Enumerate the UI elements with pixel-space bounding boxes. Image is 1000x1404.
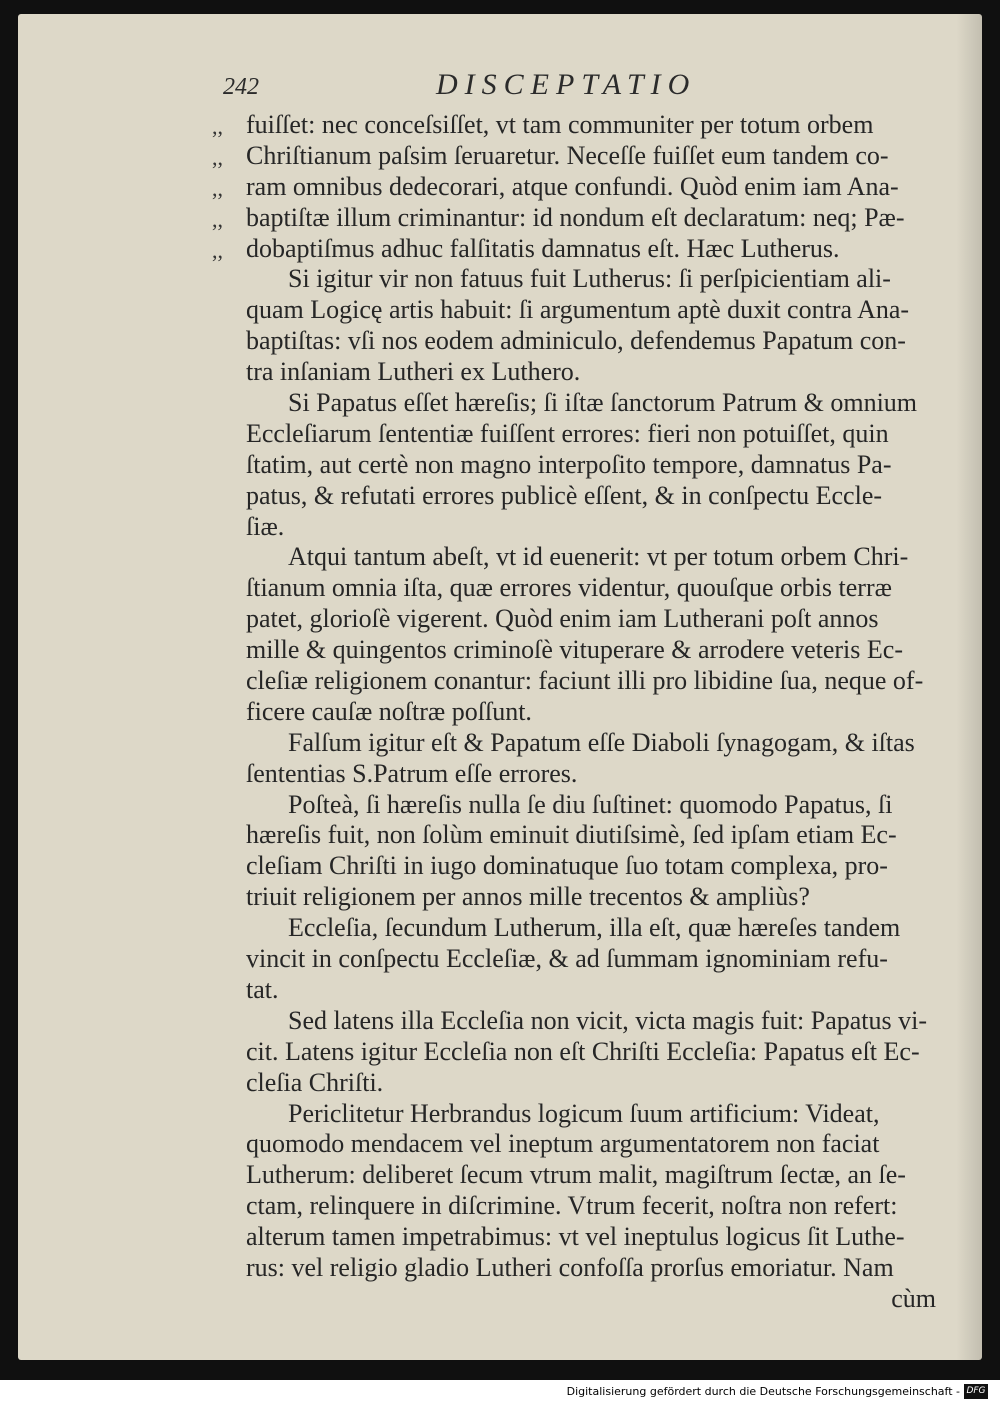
line-text: cleſiam Chriſti in iugo dominatuque ſuo totam complexa, pro- <box>246 851 888 881</box>
text-line <box>230 1068 936 1099</box>
line-text: ctam, relinquere in diſcrimine. Vtrum fecerit, noſtra non refert: <box>246 1191 898 1221</box>
line-text: alterum tamen impetrabimus: vt vel ineptulus logicus ſit Luthe- <box>246 1222 905 1252</box>
line-text: patet, glorioſè vigerent. Quòd enim iam Lutherani poſt annos <box>246 604 879 634</box>
text-line <box>212 202 936 234</box>
body-text <box>212 110 936 1315</box>
line-text: Eccleſia, ſecundum Lutherum, illa eſt, quæ hæreſes tandem <box>288 913 901 943</box>
line-text: vincit in conſpectu Eccleſiæ, & ad ſummam ignominiam refu- <box>246 944 888 974</box>
page-number: 242 <box>223 74 259 100</box>
line-text: cleſia Chriſti. <box>246 1067 384 1097</box>
book-page <box>18 14 982 1360</box>
text-line <box>230 450 936 481</box>
text-line <box>230 1191 936 1222</box>
text-line <box>230 295 936 326</box>
funding-credit: Digitalisierung gefördert durch die Deutsche Forschungsgemeinschaft - <box>566 1385 960 1398</box>
line-text: ſtianum omnia iſta, quæ errores videntur, quouſque orbis terræ <box>246 573 892 603</box>
line-text: tat. <box>246 974 279 1004</box>
text-line <box>230 264 936 295</box>
line-text: quam Logicę artis habuit: ſi argumentum aptè duxit contra Ana- <box>246 295 910 325</box>
text-line <box>230 1099 936 1130</box>
footer-bar <box>0 1380 1000 1404</box>
line-text: Si Papatus eſſet hæreſis; ſi iſtæ ſanctorum Patrum & omnium <box>288 388 918 418</box>
text-line <box>230 666 936 697</box>
text-line <box>230 944 936 975</box>
text-line <box>230 1253 936 1284</box>
line-text: ficere cauſæ noſtræ poſſunt. <box>246 696 532 726</box>
text-line <box>212 171 936 203</box>
text-line <box>212 110 936 141</box>
text-line <box>212 140 936 172</box>
text-line <box>230 820 936 851</box>
line-text: Chriſtianum paſsim ſeruaretur. Neceſſe fuiſſet eum tandem co- <box>246 140 889 170</box>
text-line <box>230 326 936 357</box>
text-line <box>230 1037 936 1068</box>
catchword: cùm <box>891 1283 936 1313</box>
text-line <box>230 1129 936 1160</box>
line-text: fuiſſet: nec conceſsiſſet, vt tam communiter per totum orbem <box>246 110 874 139</box>
text-line <box>230 635 936 666</box>
line-text: ſiæ. <box>246 511 285 541</box>
text-line <box>230 697 936 728</box>
quotation-mark: ,, <box>212 206 223 232</box>
line-text: ſtatim, aut certè non magno interpoſito tempore, damnatus Pa- <box>246 449 892 479</box>
line-text: Lutherum: deliberet ſecum vtrum malit, magiſtrum ſectæ, an ſe- <box>246 1160 906 1190</box>
line-text: dobaptiſmus adhuc falſitatis damnatus eſt. Hæc Lutherus. <box>246 233 840 263</box>
text-line <box>230 1222 936 1253</box>
text-line <box>230 913 936 944</box>
text-line <box>212 233 936 265</box>
line-text: Si igitur vir non fatuus fuit Lutherus: ſi perſpicientiam ali- <box>288 264 891 294</box>
line-text: Falſum igitur eſt & Papatum eſſe Diaboli ſynagogam, & iſtas <box>288 727 915 757</box>
line-text: cit. Latens igitur Eccleſia non eſt Chriſti Eccleſia: Papatus eſt Ec- <box>246 1036 920 1066</box>
line-text: baptiſtas: vſi nos eodem adminiculo, defendemus Papatum con- <box>246 326 906 356</box>
text-line <box>230 882 936 913</box>
text-line <box>230 851 936 882</box>
text-line <box>230 573 936 604</box>
text-line <box>230 512 936 543</box>
line-text: tra inſaniam Lutheri ex Luthero. <box>246 357 581 387</box>
line-text: triuit religionem per annos mille trecentos & ampliùs? <box>246 882 810 912</box>
line-text: mille & quingentos criminoſè vituperare & arrodere veteris Ec- <box>246 635 903 665</box>
catchword-line <box>230 1284 936 1315</box>
text-line <box>230 1006 936 1037</box>
line-text: patus, & refutati errores publicè eſſent, & in conſpectu Eccle- <box>246 480 883 510</box>
text-line <box>230 790 936 821</box>
line-text: ram omnibus dedecorari, atque confundi. Quòd enim iam Ana- <box>246 171 899 201</box>
line-text: Atqui tantum abeſt, vt id euenerit: vt per totum orbem Chri- <box>288 542 909 572</box>
text-line <box>230 604 936 635</box>
text-line <box>230 759 936 790</box>
text-line <box>230 481 936 512</box>
line-text: ſententias S.Patrum eſſe errores. <box>246 758 578 788</box>
line-text: Periclitetur Herbrandus logicum ſuum artificium: Videat, <box>288 1098 880 1128</box>
text-line <box>230 975 936 1006</box>
running-title: DISCEPTATIO <box>436 68 697 101</box>
quotation-mark: ,, <box>212 114 223 139</box>
line-text: rus: vel religio gladio Lutheri confoſſa prorſus emoriatur. Nam <box>246 1252 894 1282</box>
text-line <box>230 728 936 759</box>
quotation-mark: ,, <box>212 144 223 170</box>
line-text: quomodo mendacem vel ineptum argumentatorem non faciat <box>246 1129 880 1159</box>
page-header <box>18 68 982 108</box>
dfg-logo: DFG <box>964 1384 988 1399</box>
line-text: hæreſis fuit, non ſolùm eminuit diutiſsimè, ſed ipſam etiam Ec- <box>246 820 897 850</box>
line-text: Poſteà, ſi hæreſis nulla ſe diu ſuſtinet: quomodo Papatus, ſi <box>288 789 893 819</box>
quotation-mark: ,, <box>212 175 223 201</box>
text-line <box>230 419 936 450</box>
quotation-mark: ,, <box>212 237 223 263</box>
text-line <box>230 542 936 573</box>
text-line <box>230 388 936 419</box>
line-text: cleſiæ religionem conantur: faciunt illi pro libidine ſua, neque of- <box>246 666 924 696</box>
line-text: Eccleſiarum ſententiæ fuiſſent errores: fieri non potuiſſet, quin <box>246 418 889 448</box>
text-line <box>230 357 936 388</box>
line-text: Sed latens illa Eccleſia non vicit, victa magis fuit: Papatus vi- <box>288 1005 928 1035</box>
text-line <box>230 1160 936 1191</box>
line-text: baptiſtæ illum criminantur: id nondum eſt declaratum: neq; Pæ- <box>246 202 905 232</box>
